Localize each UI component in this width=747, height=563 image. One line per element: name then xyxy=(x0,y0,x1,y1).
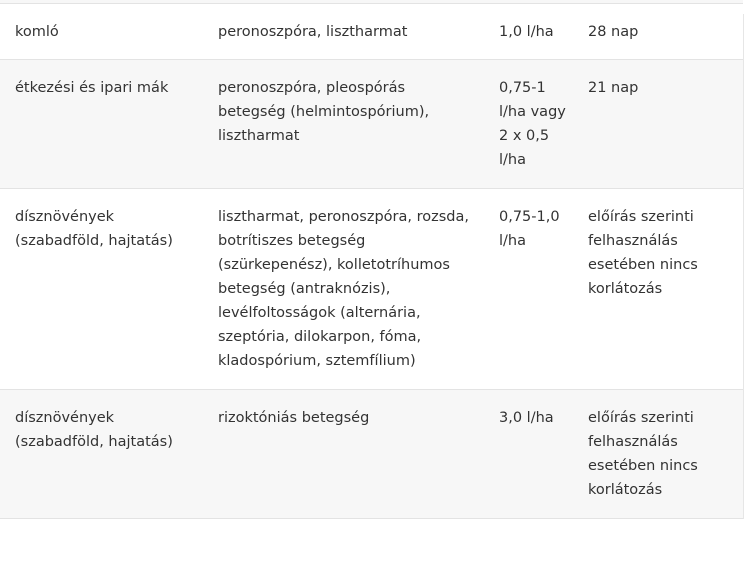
culture-cell: dísznövények (szabadföld, hajtatás) xyxy=(0,390,203,519)
dose-cell: 0,75-1 l/ha vagy 2 x 0,5 l/ha xyxy=(485,60,574,189)
culture-cell: komló xyxy=(0,14,203,60)
waiting-period-cell: 28 nap xyxy=(574,14,743,60)
table-row xyxy=(0,14,743,60)
culture-cell: dísznövények (szabadföld, hajtatás) xyxy=(0,189,203,390)
disease-cell: rizoktóniás betegség xyxy=(203,390,485,519)
table-row xyxy=(0,60,743,189)
waiting-period-cell: 21 nap xyxy=(574,60,743,189)
table-row xyxy=(0,390,743,519)
waiting-period-cell: előírás szerinti felhasználás esetében nincs korlátozás xyxy=(574,390,743,519)
waiting-period-cell: előírás szerinti felhasználás esetében nincs korlátozás xyxy=(574,189,743,390)
dose-cell: 3,0 l/ha xyxy=(485,390,574,519)
table-row xyxy=(0,189,743,390)
disease-cell: peronoszpóra, lisztharmat xyxy=(203,14,485,60)
dose-cell: 0,75-1,0 l/ha xyxy=(485,189,574,390)
dosage-table-container xyxy=(0,14,744,519)
disease-cell: peronoszpóra, pleospórás betegség (helmintospórium), lisztharmat xyxy=(203,60,485,189)
dose-cell: 1,0 l/ha xyxy=(485,14,574,60)
disease-cell: lisztharmat, peronoszpóra, rozsda, botrítiszes betegség (szürkepenész), kolletotríhumos betegség (antraknózis), levélfoltosságok (alternária, szeptória, dilokarpon, fóma, kladospórium, sztemfílium) xyxy=(203,189,485,390)
culture-cell: étkezési és ipari mák xyxy=(0,60,203,189)
dosage-table xyxy=(0,14,743,519)
table-top-edge xyxy=(0,0,743,4)
